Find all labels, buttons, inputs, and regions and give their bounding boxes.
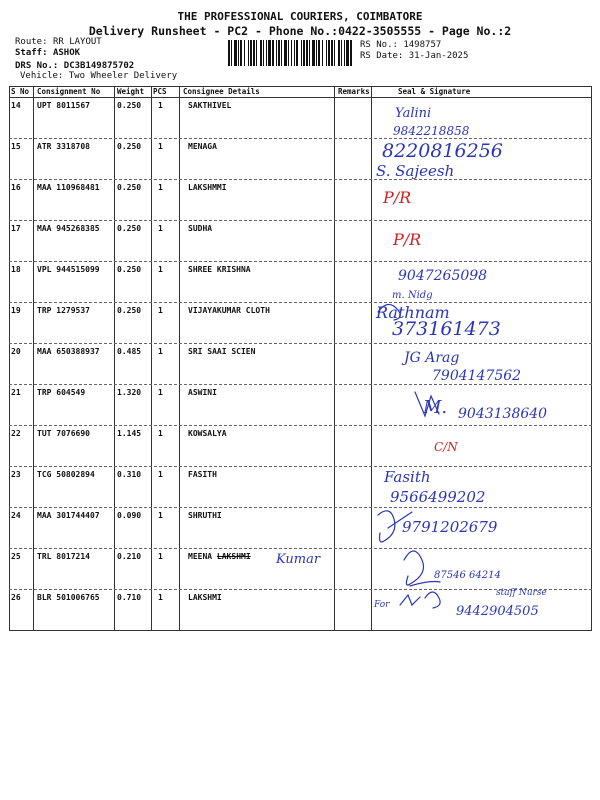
cell-consignment: MAA 301744407: [37, 511, 100, 520]
cell-pcs: 1: [158, 347, 163, 356]
cell-consignee: LAKSHMI: [188, 593, 222, 602]
cell-consignment: TRP 1279537: [37, 306, 90, 315]
cell-sno: 23: [11, 470, 21, 479]
handwritten-note: Kumar: [276, 552, 321, 567]
handwritten-note: For: [374, 600, 390, 610]
cell-consignee: LAKSHMMI: [188, 183, 227, 192]
cell-consignee: SUDHA: [188, 224, 213, 233]
cell-pcs: 1: [158, 142, 163, 151]
cell-consignee: VIJAYAKUMAR CLOTH: [188, 306, 270, 315]
cell-pcs: 1: [158, 265, 163, 274]
cell-pcs: 1: [158, 388, 163, 397]
cell-consignee: MENAGA: [188, 142, 217, 151]
handwritten-phone: 87546 64214: [434, 570, 501, 581]
cell-consignment: BLR 501006765: [37, 593, 100, 602]
cell-weight: 0.310: [117, 470, 142, 479]
staff-label: Staff:: [15, 48, 48, 58]
cell-pcs: 1: [158, 101, 163, 110]
handwritten-phone: 9842218858: [393, 124, 470, 138]
col-header-remarks: Remarks: [338, 87, 370, 96]
cell-consignee: SHRUTHI: [188, 511, 222, 520]
cell-weight: 0.250: [117, 142, 142, 151]
handwritten-status: C/N: [434, 440, 458, 454]
cell-consignment: UPT 8011567: [37, 101, 90, 110]
cell-pcs: 1: [158, 511, 163, 520]
col-header-consignee: Consignee Details: [183, 87, 260, 96]
cell-sno: 25: [11, 552, 21, 561]
col-header-weight: Weight: [117, 87, 145, 96]
cell-pcs: 1: [158, 470, 163, 479]
vehicle-line: Vehicle: Two Wheeler Delivery: [20, 71, 178, 81]
handwritten-name: Yalini: [395, 106, 432, 121]
handwritten-phone: 7904147562: [432, 368, 522, 384]
handwritten-note: staff Nurse: [496, 588, 547, 598]
consignee-name: MEENA: [188, 552, 213, 561]
cell-weight: 0.485: [117, 347, 142, 356]
route-label: Route:: [15, 37, 48, 47]
cell-consignment: TRP 604549: [37, 388, 86, 397]
handwritten-status: P/R: [383, 188, 412, 207]
cell-consignee: SRI SAAI SCIEN: [188, 347, 256, 356]
route-value: RR LAYOUT: [52, 37, 102, 47]
handwritten-signature: S. Sajeesh: [376, 162, 455, 180]
handwritten-status: P/R: [393, 230, 422, 249]
struck-consignee-name: LAKSHMI: [216, 552, 251, 561]
drs-value: DC3B149875702: [63, 61, 135, 71]
cell-sno: 20: [11, 347, 21, 356]
handwritten-signature: Rathnam: [376, 303, 450, 322]
cell-weight: 0.250: [117, 101, 142, 110]
cell-sno: 16: [11, 183, 21, 192]
cell-pcs: 1: [158, 183, 163, 192]
handwritten-phone: 9442904505: [456, 604, 539, 619]
cell-weight: 0.710: [117, 593, 142, 602]
handwritten-signature: JG Arag: [404, 350, 460, 366]
cell-consignee: SAKTHIVEL: [188, 101, 232, 110]
handwritten-phone: 8220816256: [382, 140, 503, 162]
cell-weight: 0.090: [117, 511, 142, 520]
handwritten-phone: 9791202679: [402, 518, 498, 536]
cell-consignment: TCG 50802894: [37, 470, 95, 479]
col-header-seal: Seal & Signature: [398, 87, 471, 96]
cell-consignee: ASWINI: [188, 388, 217, 397]
cell-consignment: MAA 110968481: [37, 183, 100, 192]
company-name: THE PROFESSIONAL COURIERS, COIMBATORE: [177, 10, 423, 23]
handwritten-signature: M.: [423, 397, 448, 418]
cell-sno: 14: [11, 101, 21, 110]
cell-weight: 1.320: [117, 388, 142, 397]
cell-sno: 21: [11, 388, 21, 397]
cell-consignee: KOWSALYA: [188, 429, 227, 438]
runsheet-title: Delivery Runsheet - PC2 - Phone No.:0422-3505555 - Page No.:2: [88, 24, 512, 38]
cell-sno: 24: [11, 511, 21, 520]
rs-date: RS Date: 31-Jan-2025: [360, 51, 469, 61]
cell-sno: 17: [11, 224, 21, 233]
cell-sno: 22: [11, 429, 21, 438]
cell-consignee: FASITH: [188, 470, 217, 479]
handwritten-phone: 373161473: [392, 318, 501, 340]
cell-weight: 0.250: [117, 224, 142, 233]
cell-consignment: ATR 3318708: [37, 142, 90, 151]
cell-pcs: 1: [158, 306, 163, 315]
handwritten-phone: 9047265098: [398, 268, 488, 284]
handwritten-signature: Fasith: [384, 468, 431, 486]
cell-sno: 19: [11, 306, 21, 315]
cell-weight: 0.250: [117, 265, 142, 274]
staff-value: ASHOK: [52, 48, 81, 58]
cell-sno: 15: [11, 142, 21, 151]
cell-weight: 0.250: [117, 306, 142, 315]
cell-consignment: VPL 944515099: [37, 265, 100, 274]
cell-weight: 1.145: [117, 429, 142, 438]
cell-weight: 0.250: [117, 183, 142, 192]
col-header-consignment: Consignment No: [37, 87, 101, 96]
cell-consignee: SHREE KRISHNA: [188, 265, 251, 274]
handwritten-phone: 9043138640: [458, 406, 548, 422]
handwritten-phone: 9566499202: [390, 488, 486, 506]
cell-consignment: MAA 945268385: [37, 224, 100, 233]
cell-pcs: 1: [158, 429, 163, 438]
cell-sno: 18: [11, 265, 21, 274]
cell-pcs: 1: [158, 593, 163, 602]
cell-consignment: MAA 650388937: [37, 347, 100, 356]
cell-weight: 0.210: [117, 552, 142, 561]
cell-consignment: TUT 7076690: [37, 429, 90, 438]
cell-consignment: TRL 8017214: [37, 552, 90, 561]
col-header-pcs: PCS: [153, 87, 167, 96]
handwritten-signature: m. Nidg: [392, 290, 433, 301]
rs-number: RS No.: 1498757: [360, 40, 442, 50]
cell-pcs: 1: [158, 224, 163, 233]
cell-pcs: 1: [158, 552, 163, 561]
cell-sno: 26: [11, 593, 21, 602]
drs-label: DRS No.:: [15, 61, 59, 71]
col-header-sno: S No: [11, 87, 30, 96]
